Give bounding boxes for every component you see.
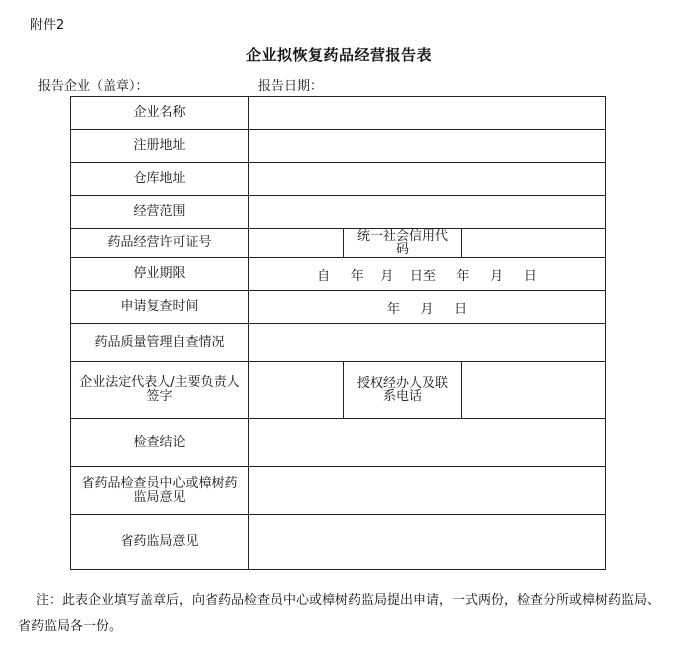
report-form-table <box>70 96 606 570</box>
license-no-field[interactable] <box>249 229 344 258</box>
quality-self-check-field[interactable] <box>249 324 606 362</box>
reinspection-dates-field[interactable]: 年 月 日 <box>249 291 606 324</box>
reinspection-time-label: 申请复查时间 <box>71 291 249 324</box>
legal-rep-sign-field[interactable] <box>249 362 344 419</box>
registered-address-label: 注册地址 <box>71 130 249 163</box>
form-title: 企业拟恢复药品经营报告表 <box>245 46 432 64</box>
attachment-label: 附件2 <box>30 18 65 33</box>
provincial-center-opinion-field[interactable] <box>249 467 606 515</box>
warehouse-address-field[interactable] <box>249 163 606 196</box>
quality-self-check-label: 药品质量管理自查情况 <box>71 324 249 362</box>
company-name-label: 企业名称 <box>71 97 249 130</box>
provincial-center-opinion-label: 省药品检查员中心或樟树药监局意见 <box>71 467 249 515</box>
footer-note: 注：此表企业填写盖章后，向省药品检查员中心或樟树药监局提出申请，一式两份，检查分所或樟树药监局、省药监局各一份。 <box>18 593 661 634</box>
table-row <box>71 258 606 291</box>
table-row <box>71 229 606 258</box>
company-name-field[interactable] <box>249 97 606 130</box>
provincial-bureau-opinion-label: 省药监局意见 <box>71 515 249 570</box>
table-row <box>71 515 606 570</box>
table-row <box>71 163 606 196</box>
business-scope-field[interactable] <box>249 196 606 229</box>
table-row <box>71 196 606 229</box>
table-row <box>71 362 606 419</box>
registered-address-field[interactable] <box>249 130 606 163</box>
legal-rep-sign-label: 企业法定代表人/主要负责人签字 <box>71 362 249 419</box>
inspection-conclusion-label: 检查结论 <box>71 419 249 467</box>
agent-contact-field[interactable] <box>462 362 606 419</box>
table-row <box>71 97 606 130</box>
license-no-label: 药品经营许可证号 <box>71 229 249 258</box>
suspension-period-label: 停业期限 <box>71 258 249 291</box>
reporting-company-label: 报告企业（盖章）： <box>38 79 149 94</box>
credit-code-field[interactable] <box>462 229 606 258</box>
table-row <box>71 130 606 163</box>
table-row <box>71 419 606 467</box>
table-row <box>71 291 606 324</box>
warehouse-address-label: 仓库地址 <box>71 163 249 196</box>
credit-code-label: 统一社会信用代码 <box>344 229 462 258</box>
inspection-conclusion-field[interactable] <box>249 419 606 467</box>
business-scope-label: 经营范围 <box>71 196 249 229</box>
suspension-dates-field[interactable]: 自 年 月 日至 年 月 日 <box>249 258 606 291</box>
table-row <box>71 467 606 515</box>
report-date-label: 报告日期： <box>258 79 324 94</box>
table-row <box>71 324 606 362</box>
agent-contact-label: 授权经办人及联系电话 <box>344 362 462 419</box>
provincial-bureau-opinion-field[interactable] <box>249 515 606 570</box>
